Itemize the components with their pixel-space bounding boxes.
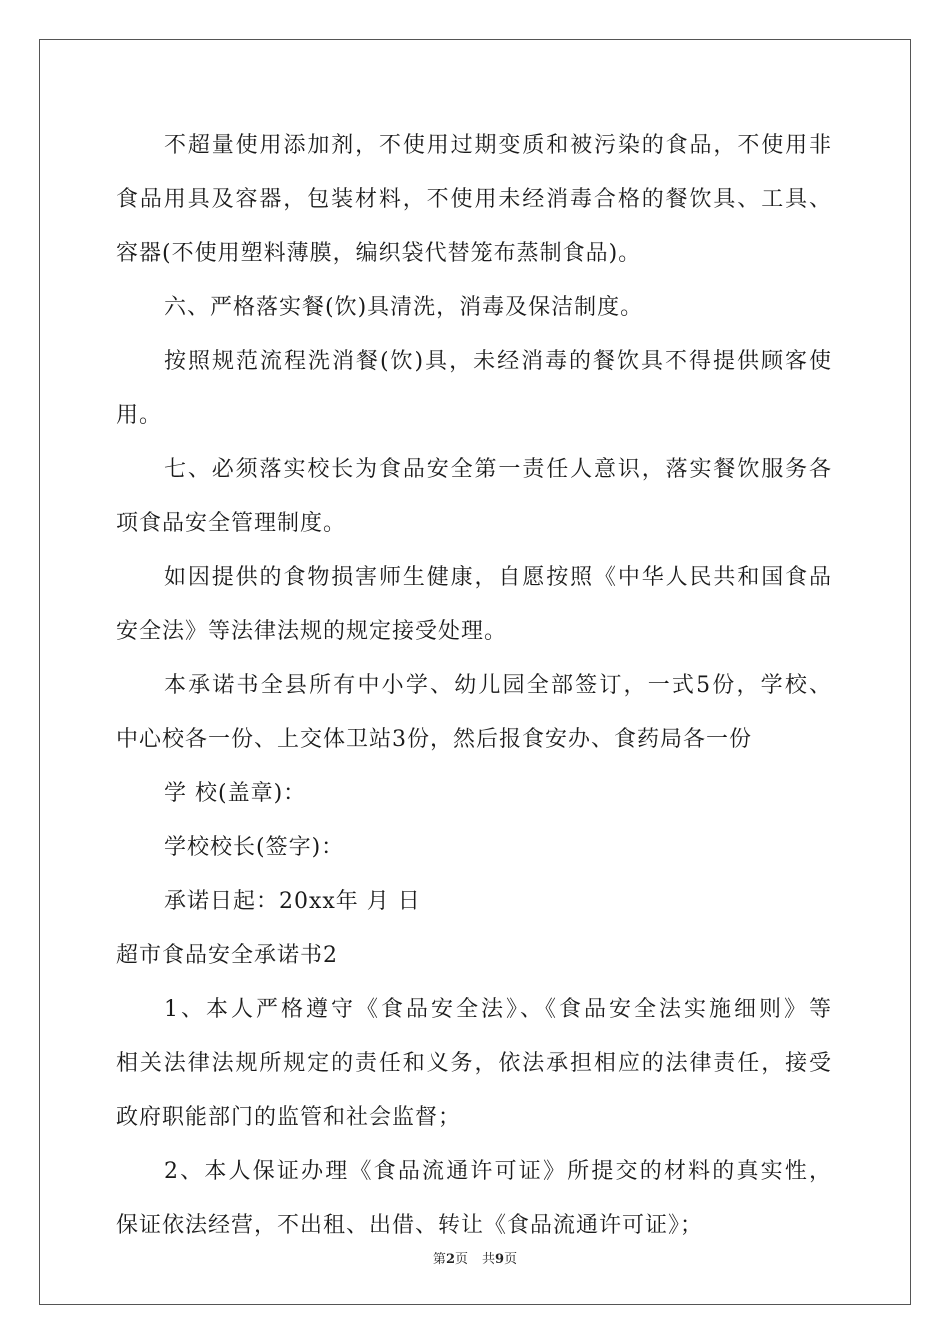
paragraph-line: 保证依法经营，不出租、出借、转让《食品流通许可证》； <box>116 1213 704 1238</box>
paragraph-line: 食品用具及容器，包装材料，不使用未经消毒合格的餐饮具、工具、 <box>116 187 832 212</box>
paragraph-line: 用。 <box>116 403 163 428</box>
paragraph-line: 相关法律法规所规定的责任和义务，依法承担相应的法律责任，接受 <box>116 1051 832 1076</box>
paragraph-line: 安全法》等法律法规的规定接受处理。 <box>116 619 508 644</box>
paragraph-line: 2、本人保证办理《食品流通许可证》所提交的材料的真实性， <box>164 1159 832 1184</box>
total-prefix: 共 <box>482 1252 496 1267</box>
paragraph-line: 容器(不使用塑料薄膜，编织袋代替笼布蒸制食品)。 <box>116 241 642 266</box>
paragraph-line: 本承诺书全县所有中小学、幼儿园全部签订，一式5份，学校、 <box>164 673 832 698</box>
page-suffix: 页 <box>454 1252 468 1267</box>
paragraph-line: 不超量使用添加剂，不使用过期变质和被污染的食品，不使用非 <box>164 133 832 158</box>
paragraph-line: 1、本人严格遵守《食品安全法》、《食品安全法实施细则》等 <box>164 997 832 1022</box>
paragraph-line: 如因提供的食物损害师生健康，自愿按照《中华人民共和国食品 <box>164 565 832 590</box>
page-footer <box>0 1248 950 1267</box>
principal-signature-field: 学校校长(签字)： <box>164 835 345 860</box>
paragraph-line: 政府职能部门的监管和社会监督； <box>116 1105 462 1130</box>
page-prefix: 第 <box>432 1252 446 1267</box>
document-title: 超市食品安全承诺书2 <box>116 943 338 968</box>
section-heading: 七、必须落实校长为食品安全第一责任人意识，落实餐饮服务各 <box>164 457 832 482</box>
school-seal-field: 学 校(盖章)： <box>164 781 307 806</box>
paragraph-line: 中心校各一份、上交体卫站3份，然后报食安办、食药局各一份 <box>116 727 752 752</box>
current-page-number: 2 <box>445 1252 455 1267</box>
total-suffix: 页 <box>504 1252 518 1267</box>
paragraph-line: 按照规范流程洗消餐(饮)具，未经消毒的餐饮具不得提供顾客使 <box>164 349 832 374</box>
total-page-count: 9 <box>495 1252 505 1267</box>
commitment-date-field: 承诺日起：20xx年 月 日 <box>164 889 421 914</box>
paragraph-line: 项食品安全管理制度。 <box>116 511 347 536</box>
document-body <box>116 128 832 1262</box>
section-heading: 六、严格落实餐(饮)具清洗，消毒及保洁制度。 <box>164 295 644 320</box>
